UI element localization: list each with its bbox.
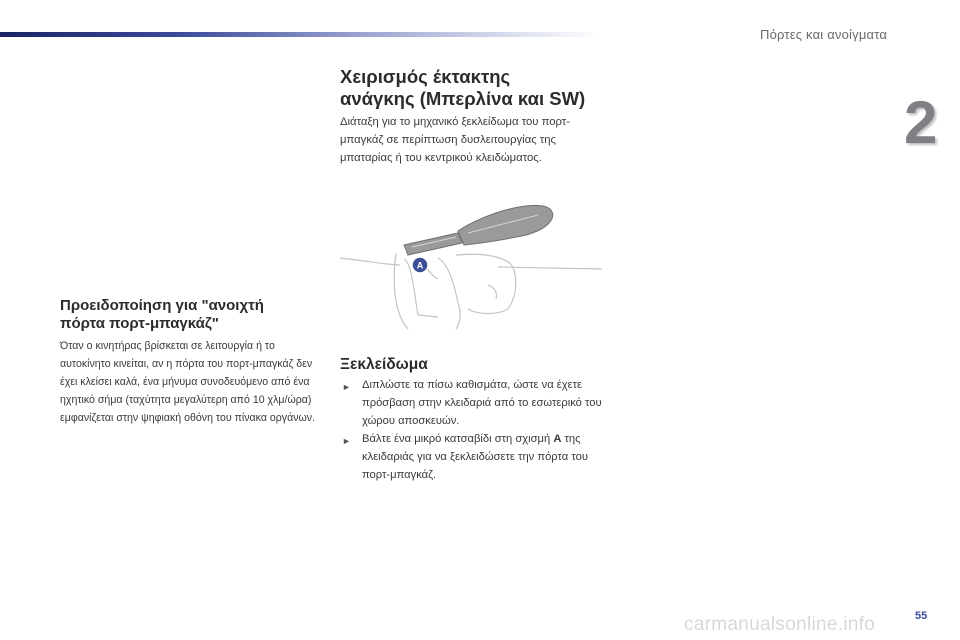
unlock-step-2	[340, 430, 602, 484]
unlock-section-title: Ξεκλείδωμα	[340, 356, 428, 373]
bullet-arrow-icon: ►	[342, 382, 351, 392]
header-bar	[0, 32, 600, 37]
warning-title-line1: Προειδοποίηση για "ανοιχτή	[60, 297, 264, 314]
emergency-title-line1: Χειρισμός έκτακτης	[340, 66, 511, 87]
unlock-step-1	[340, 376, 602, 430]
unlock-step-2-suffix: της κλειδαριάς για να ξεκλειδώσετε την πόρτα του πορτ-μπαγκάζ.	[362, 433, 588, 481]
warning-body: Όταν ο κινητήρας βρίσκεται σε λειτουργία ή το αυτοκίνητο κινείται, αν η πόρτα του πορτ-μπαγκάζ δεν έχει κλείσει καλά, ένα μήνυμα συνοδευόμενο από ένα ηχητικό σήμα (ταχύτητα μεγαλύτερη από 10 χλμ/ώρα) εμφανίζεται στην ψηφιακή οθόνη του πίνακα οργάνων.	[60, 340, 316, 424]
page-number: 55	[915, 610, 928, 622]
emergency-title-line2: ανάγκης (Μπερλίνα και SW)	[340, 88, 586, 109]
unlock-steps	[340, 376, 602, 484]
bullet-arrow-icon: ►	[342, 436, 351, 446]
unlock-step-2-marker: A	[553, 433, 562, 445]
marker-a-label: A	[416, 260, 424, 271]
screwdriver-lock-illustration	[338, 203, 604, 333]
chapter-number: 2	[904, 89, 938, 156]
emergency-section-title	[340, 66, 640, 110]
unlock-step-1-text: Διπλώστε τα πίσω καθισμάτα, ώστε να έχετε πρόσβαση στην κλειδαριά από το εσωτερικό του χώρου αποσκευών.	[362, 379, 602, 427]
chapter-title: Πόρτες και ανοίγματα	[760, 27, 888, 42]
emergency-intro: Διάταξη για το μηχανικό ξεκλείδωμα του πορτ-μπαγκάζ σε περίπτωση δυσλειτουργίας της μπαταρίας ή του κεντρικού κλειδώματος.	[340, 116, 571, 164]
warning-section-title	[60, 297, 325, 333]
watermark: carmanualsonline.info	[684, 614, 876, 635]
warning-title-line2: πόρτα πορτ-μπαγκάζ"	[60, 315, 219, 332]
unlock-step-2-prefix: Βάλτε ένα μικρό κατσαβίδι στη σχισμή	[362, 433, 554, 445]
